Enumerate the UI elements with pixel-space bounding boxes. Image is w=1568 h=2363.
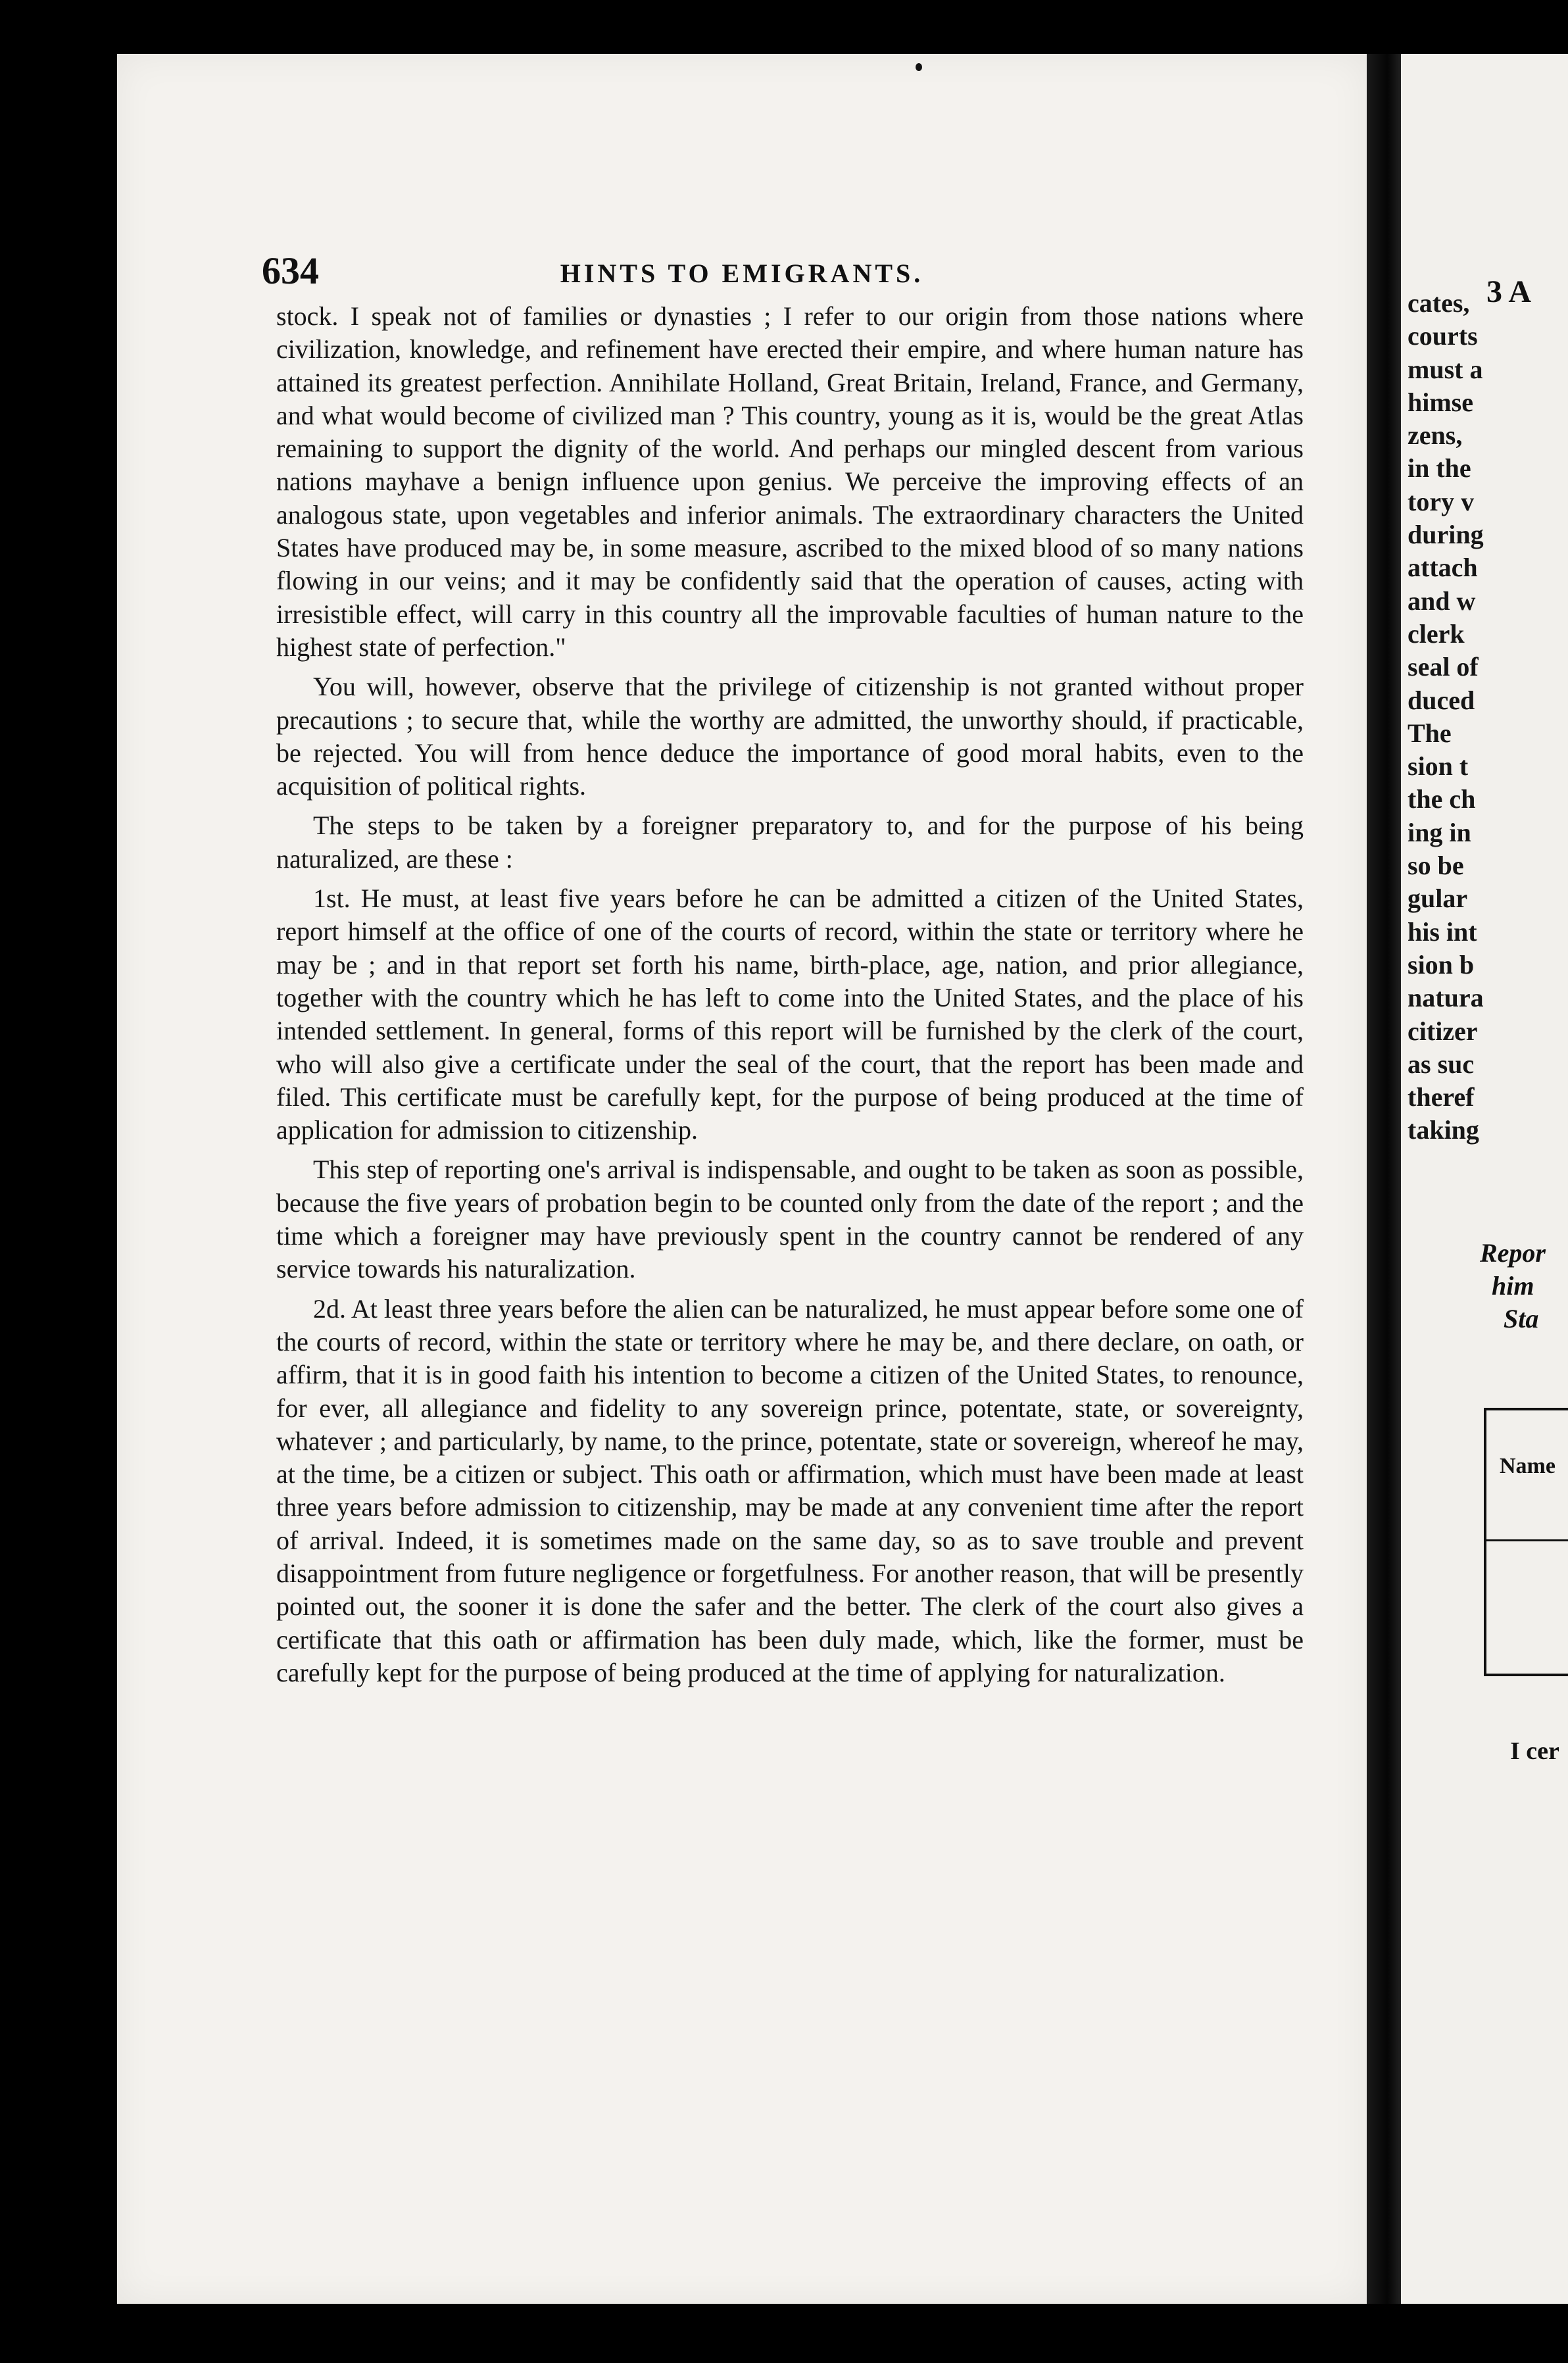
right-line: his int: [1408, 916, 1477, 947]
right-line: sion t: [1408, 751, 1469, 782]
right-line: himse: [1408, 387, 1473, 417]
right-line: courts: [1408, 321, 1478, 351]
right-line: so be: [1408, 851, 1464, 881]
paragraph-6: 2d. At least three years before the alien can be naturalized, he must appear before some one of the courts of record, within the state or territory where he may be, and there declare, on oath, or affirm, that it is in good faith his intention to become a citizen of the United States, to renounce, for ever, all allegiance and fidelity to any sovereign prince, potentate, state, or sovereignty, whatever ; and particularly, by name, to the prince, potentate, state or sovereign, whereof he may, at the time, be a citizen or subject. This oath or affirmation, which must have been made at least three years before admission to citizenship, may be made at any convenient time after the report of arrival. Indeed, it is sometimes made on the same day, so as to save trouble and prevent disappointment from future negligence or forgetfulness. For another reason, that will be presently pointed out, the sooner it is done the safer and the better. The clerk of the court also gives a certificate that this oath or affirmation has been duly made, which, like the former, must be carefully kept for the purpose of being produced at the time of applying for naturalization.: [276, 1293, 1304, 1687]
right-line: clerk: [1408, 618, 1465, 649]
right-line: natura: [1408, 983, 1484, 1013]
right-line: taking: [1408, 1115, 1479, 1145]
right-line: gular: [1408, 883, 1468, 914]
paragraph-5: This step of reporting one's arrival is indispensable, and ought to be taken as soon as possible, because the five years of probation begin to be counted only from the date of the report ; and the time which a foreigner may have previously spent in the country cannot be rendered of any service towards his naturalization.: [276, 1155, 1304, 1284]
report-form-table: [1484, 1408, 1568, 1676]
paragraph-2: You will, however, observe that the privilege of citizenship is not granted without proper precautions ; to secure that, while the worthy are admitted, the unworthy should, if practicable, be rejected. You will from hence deduce the importance of good moral habits, even to the acquisition of political rights.: [276, 672, 1304, 801]
form-name-label: Name: [1500, 1454, 1556, 1478]
right-line: and w: [1408, 585, 1476, 616]
right-line: in the: [1408, 453, 1471, 484]
running-head: HINTS TO EMIGRANTS.: [560, 259, 924, 288]
right-line: as suc: [1408, 1049, 1475, 1079]
right-line: duced: [1408, 685, 1475, 715]
paragraph-1: stock. I speak not of families or dynasties ; I refer to our origin from those nations where civilization, knowledge, and refinement have erected their empire, and where human nature has attained its greatest perfection. Annihilate Holland, Great Britain, Ireland, France, and Germany, and what would become of civilized man ? This country, young as it is, would be the great Atlas remaining to support the dignity of the world. And perhaps our mingled descent from various nations mayhave a benign influence upon genius. We perceive the improving effects of an analogous state, upon vegetables and inferior animals. The extraordinary characters the United States have produced may be, in some measure, ascribed to the mixed blood of so many nations flowing in our veins; and it may be confidently said that the operation of causes, acting with irresistible effect, will carry in this country all the improvable faculties of human nature to the highest state of perfection.": [276, 301, 1304, 662]
right-line: citizer: [1408, 1016, 1478, 1046]
right-line: zens,: [1408, 420, 1463, 451]
right-line: during: [1408, 520, 1484, 550]
form-divider: [1484, 1539, 1568, 1541]
right-line: tory v: [1408, 486, 1475, 516]
paragraph-4: 1st. He must, at least five years before he can be admitted a citizen of the United States, report himself at the office of one of the courts of record, within the state or territory where he may be ; and in that report set forth his name, birth-place, age, nation, and prior allegiance, together with the country which he has left to come into the United States, and the place of his intended settlement. In general, forms of this report will be furnished by the clerk of the court, who will also give a certificate under the seal of the court, that the report has been made and filed. This certificate must be carefully kept, for the purpose of being produced at the time of application for admission to citizenship.: [276, 883, 1304, 1145]
body-text: [276, 300, 1304, 1696]
page-number: 634: [262, 249, 319, 292]
right-line: ing in: [1408, 817, 1471, 847]
certificate-fragment: I cer: [1510, 1737, 1559, 1765]
right-running-head: 3 A: [1486, 274, 1532, 309]
right-line: attach: [1408, 553, 1478, 583]
right-line: The: [1408, 718, 1452, 748]
right-line: sion b: [1408, 949, 1475, 980]
form-heading-line: him: [1492, 1271, 1534, 1301]
right-line: must a: [1408, 354, 1483, 384]
right-line: seal of: [1408, 652, 1479, 682]
ink-dot: [916, 63, 922, 71]
form-heading-line: Sta: [1504, 1304, 1539, 1333]
form-heading: [1480, 1237, 1546, 1335]
form-heading-line: Repor: [1480, 1238, 1546, 1268]
right-line: the ch: [1408, 784, 1476, 814]
right-line: cates,: [1408, 288, 1470, 318]
paragraph-3: The steps to be taken by a foreigner preparatory to, and for the purpose of his being naturalized, are these :: [276, 810, 1304, 874]
book-gutter: [1367, 54, 1401, 2304]
right-page-text: [1408, 287, 1568, 1147]
right-line: theref: [1408, 1082, 1475, 1112]
